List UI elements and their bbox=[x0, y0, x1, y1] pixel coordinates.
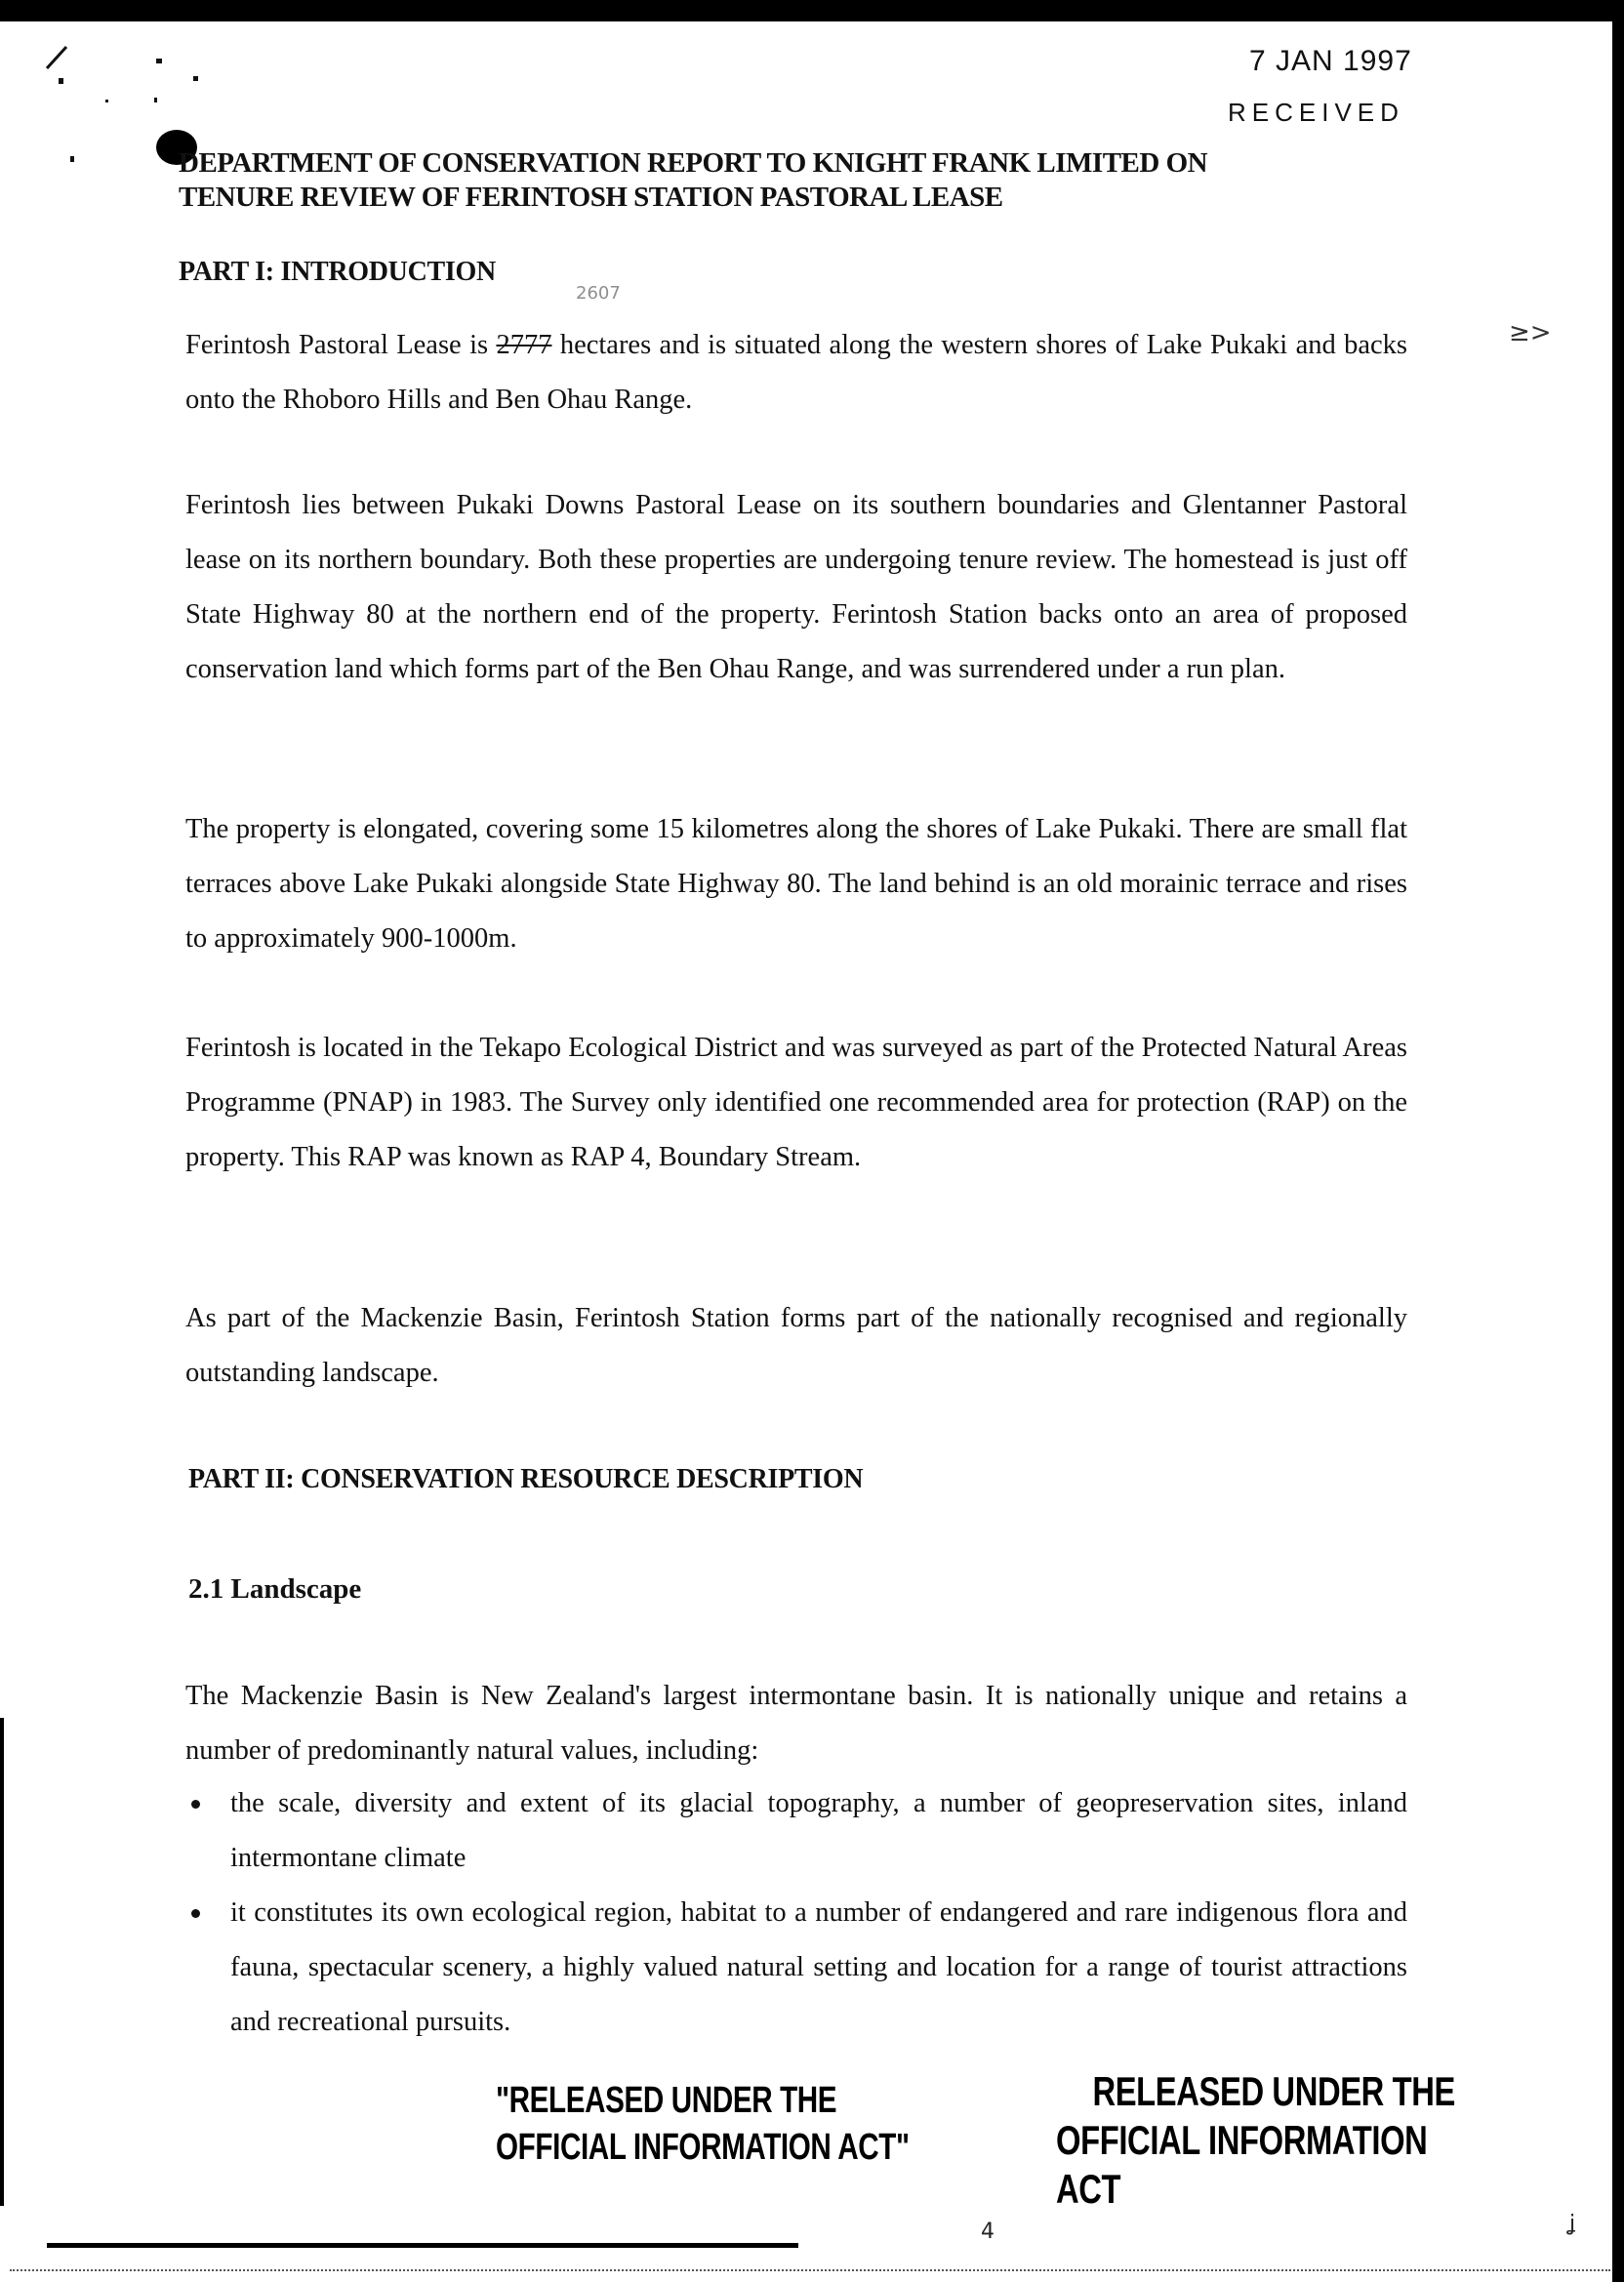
footer-rule bbox=[47, 2243, 798, 2248]
list-item: the scale, diversity and extent of its glacial topography, a number of geopreservation sites, inland intermontane climate bbox=[185, 1776, 1407, 1886]
scan-border-right bbox=[1612, 0, 1624, 2282]
intro-paragraph-1: Ferintosh Pastoral Lease is 2777 hectares and is situated along the western shores of Lake Pukaki and backs onto the Rhoboro Hills and Ben Ohau Range. bbox=[185, 330, 1407, 415]
oia-release-stamp-right: RELEASED UNDER THE OFFICIAL INFORMATION ACT bbox=[1056, 2068, 1456, 2212]
title-line-1: DEPARTMENT OF CONSERVATION REPORT TO KNIGHT FRANK LIMITED ON bbox=[179, 147, 1208, 179]
oia-release-stamp-left: "RELEASED UNDER THE OFFICIAL INFORMATION ACT" bbox=[496, 2080, 910, 2168]
title-line-2: TENURE REVIEW OF FERINTOSH STATION PASTORAL LEASE bbox=[179, 182, 1003, 213]
struck-hectares-value: 2777 bbox=[496, 330, 552, 360]
bullet-icon bbox=[191, 1800, 200, 1809]
landscape-paragraph-1: The Mackenzie Basin is New Zealand's largest intermontane basin. It is nationally unique and retains a number of predominantly natural values, including: bbox=[185, 1681, 1407, 1766]
part-2-heading: PART II: CONSERVATION RESOURCE DESCRIPTION bbox=[188, 1464, 864, 1494]
handwritten-area-note: 2607 bbox=[576, 283, 621, 304]
received-stamp: RECEIVED bbox=[1228, 98, 1404, 127]
scan-border-left bbox=[0, 1718, 4, 2206]
landscape-values-list bbox=[185, 1776, 1407, 2050]
intro-paragraph-4: Ferintosh is located in the Tekapo Ecological District and was surveyed as part of the Protected Natural Areas Programme (PNAP) in 1983. The Survey only identified one recommended area for protection (RAP) on the property. This RAP was known as RAP 4, Boundary Stream. bbox=[185, 1033, 1407, 1172]
part-1-heading: PART I: INTRODUCTION bbox=[179, 257, 496, 287]
received-date-stamp: 7 JAN 1997 bbox=[1249, 45, 1412, 77]
section-2-1-heading: 2.1 Landscape bbox=[188, 1573, 362, 1605]
intro-paragraph-2: Ferintosh lies between Pukaki Downs Pastoral Lease on its southern boundaries and Glentanner Pastoral lease on its northern boundary. Both these properties are undergoing tenure review. The homestead is just off State Highway 80 at the northern end of the property. Ferintosh Station backs onto an area of proposed conservation land which forms part of the Ben Ohau Range, and was surrendered under a run plan. bbox=[185, 490, 1407, 684]
margin-arrow-mark: ≥> bbox=[1509, 318, 1552, 347]
scan-border-top bbox=[0, 0, 1624, 21]
corner-scan-mark: ʝ bbox=[1569, 2212, 1576, 2236]
bullet-icon bbox=[191, 1909, 200, 1918]
page-number-mark: 4 bbox=[981, 2220, 995, 2244]
intro-paragraph-5: As part of the Mackenzie Basin, Ferintosh Station forms part of the nationally recognised and regionally outstanding landscape. bbox=[185, 1303, 1407, 1388]
intro-paragraph-3: The property is elongated, covering some 15 kilometres along the shores of Lake Pukaki. There are small flat terraces above Lake Pukaki alongside State Highway 80. The land behind is an old morainic terrace and rises to approximately 900-1000m. bbox=[185, 814, 1407, 954]
list-item: it constitutes its own ecological region, habitat to a number of endangered and rare indigenous flora and fauna, spectacular scenery, a highly valued natural setting and location for a range of tourist attractions and recreational pursuits. bbox=[185, 1886, 1407, 2050]
document-title bbox=[179, 146, 1399, 215]
footer-scan-noise bbox=[10, 2269, 1610, 2273]
